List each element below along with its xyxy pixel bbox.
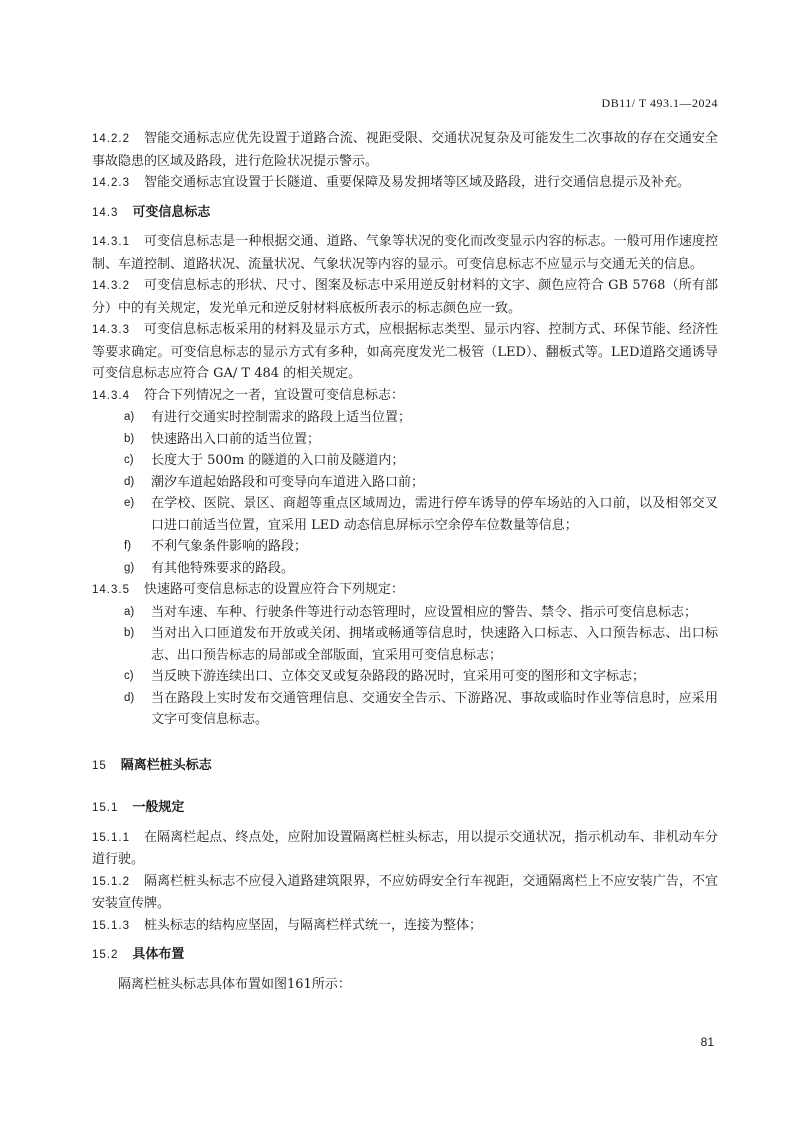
list-text: 有其他特殊要求的路段。 xyxy=(151,560,295,576)
page-number: 81 xyxy=(700,1035,714,1049)
list-item xyxy=(92,688,718,731)
list-item xyxy=(92,602,718,624)
list-marker: d) xyxy=(124,475,135,488)
list-text: 在学校、医院、景区、商超等重点区域周边，需进行停车诱导的停车场站的入口前，以及相邻交叉口进口前适当位置，宜采用 LED 动态信息屏标示空余停车位数量等信息； xyxy=(151,496,718,533)
clause-number: 14.3.4 xyxy=(92,389,130,402)
heading-title: 具体布置 xyxy=(132,947,185,962)
clause-14-2-3 xyxy=(92,172,718,195)
list-item xyxy=(92,558,718,580)
document-code: DB11/ T 493.1—2024 xyxy=(601,96,718,110)
list-item xyxy=(92,666,718,688)
list-text: 当对车速、车种、行驶条件等进行动态管理时，应设置相应的警告、禁令、指示可变信息标志； xyxy=(151,604,698,620)
clause-14-3-3 xyxy=(92,319,718,385)
list-item xyxy=(92,450,718,472)
list-14-3-5 xyxy=(92,602,718,731)
list-text: 当对出入口匝道发布开放或关闭、拥堵或畅通等信息时，快速路入口标志、入口预告标志、出口标志、出口预告标志的局部或全部版面，宜采用可变信息标志； xyxy=(151,626,718,663)
list-marker: g) xyxy=(124,561,135,574)
list-text: 有进行交通实时控制需求的路段上适当位置； xyxy=(151,410,412,425)
clause-14-3-5 xyxy=(92,579,718,602)
list-text: 当在路段上实时发布交通管理信息、交通安全告示、下游路况、事故或临时作业等信息时，应采用文字可变信息标志。 xyxy=(151,690,718,727)
clause-number: 15.1.2 xyxy=(92,875,130,888)
list-marker: d) xyxy=(124,691,135,704)
clause-number: 14.2.2 xyxy=(92,133,130,145)
clause-number: 14.3.5 xyxy=(92,584,130,596)
clause-text: 智能交通标志应优先设置于道路合流、视距受限、交通状况复杂及可能发生二次事故的存在交通安全事故隐患的区域及路段，进行危险状况提示警示。 xyxy=(92,131,718,169)
clause-text: 可变信息标志板采用的材料及显示方式，应根据标志类型、显示内容、控制方式、环保节能、经济性等要求确定。可变信息标志的显示方式有多种，如高亮度发光二极管（LED）、翻板式等。LED道路交通诱导可变信息标志应符合 GA/ T 484 的相关规定。 xyxy=(92,322,718,381)
list-text: 不利气象条件影响的路段； xyxy=(151,539,308,554)
list-marker: b) xyxy=(124,627,135,639)
clause-number: 15.1.1 xyxy=(92,831,130,844)
list-text: 当反映下游连续出口、立体交叉或复杂路段的路况时，宜采用可变的图形和文字标志； xyxy=(151,669,646,684)
list-marker: a) xyxy=(124,411,135,423)
list-item xyxy=(92,493,718,536)
heading-title: 可变信息标志 xyxy=(132,204,211,220)
list-item xyxy=(92,407,718,429)
clause-15-1-2 xyxy=(92,871,718,915)
clause-text: 桩头标志的结构应坚固，与隔离栏样式统一，连接为整体； xyxy=(143,917,482,933)
clause-text: 快速路可变信息标志的设置应符合下列规定： xyxy=(143,582,404,597)
clause-14-3-4 xyxy=(92,385,718,408)
heading-number: 14.3 xyxy=(92,206,119,219)
clause-text: 可变信息标志是一种根据交通、道路、气象等状况的变化而改变显示内容的标志。一般可用作速度控制、车道控制、道路状况、流量状况、气象状况等内容的显示。可变信息标志不应显示与交通无关的信息。 xyxy=(92,234,718,272)
list-text: 潮汐车道起始路段和可变导向车道进入路口前； xyxy=(151,474,425,490)
document-body xyxy=(92,128,718,995)
heading-15-1 xyxy=(92,797,718,820)
clause-number: 14.3.3 xyxy=(92,324,130,336)
clause-14-3-1 xyxy=(92,231,718,275)
clause-number: 14.2.3 xyxy=(92,177,130,189)
clause-text: 在隔离栏起点、终点处，应附加设置隔离栏桩头标志，用以提示交通状况，指示机动车、非机动车分道行驶。 xyxy=(92,829,718,867)
clause-text: 智能交通标志宜设置于长隧道、重要保障及易发拥堵等区域及路段，进行交通信息提示及补充。 xyxy=(143,175,690,190)
list-marker: c) xyxy=(124,454,134,466)
clause-number: 14.3.1 xyxy=(92,236,130,248)
clause-text: 隔离栏桩头标志不应侵入道路建筑限界，不应妨碍安全行车视距，交通隔离栏上不应安装广告，不宜安装宣传牌。 xyxy=(92,873,718,911)
heading-number: 15.1 xyxy=(92,802,119,814)
list-marker: a) xyxy=(124,605,135,618)
paragraph-15-2: 隔离栏桩头标志具体布置如图161所示： xyxy=(118,976,351,992)
list-item xyxy=(92,536,718,558)
list-item xyxy=(92,472,718,494)
heading-15 xyxy=(92,755,718,778)
clause-number: 15.1.3 xyxy=(92,919,130,932)
heading-title: 隔离栏桩头标志 xyxy=(120,757,212,773)
heading-title: 一般规定 xyxy=(132,800,185,815)
clause-15-1-1 xyxy=(92,827,718,871)
clause-number: 14.3.2 xyxy=(92,280,130,292)
list-marker: b) xyxy=(124,432,135,445)
list-marker: c) xyxy=(124,670,134,682)
heading-number: 15 xyxy=(92,759,107,772)
list-item xyxy=(92,623,718,666)
clause-14-3-2 xyxy=(92,275,718,319)
heading-number: 15.2 xyxy=(92,949,119,961)
clause-14-2-2 xyxy=(92,128,718,172)
heading-15-2 xyxy=(92,944,718,967)
list-marker: f) xyxy=(124,540,132,552)
list-14-3-4 xyxy=(92,407,718,579)
list-marker: e) xyxy=(124,497,135,509)
clause-15-1-3 xyxy=(92,915,718,938)
list-item xyxy=(92,429,718,451)
clause-text: 符合下列情况之一者，宜设置可变信息标志： xyxy=(143,387,404,403)
heading-14-3 xyxy=(92,202,718,225)
clause-text: 可变信息标志的形状、尺寸、图案及标志中采用逆反射材料的文字、颜色应符合 GB 5768（所有部分）中的有关规定，发光单元和逆反射材料底板所表示的标志颜色应一致。 xyxy=(92,278,718,316)
list-text: 长度大于 500m 的隧道的入口前及隧道内； xyxy=(151,453,405,468)
list-text: 快速路出入口前的适当位置； xyxy=(151,431,321,447)
